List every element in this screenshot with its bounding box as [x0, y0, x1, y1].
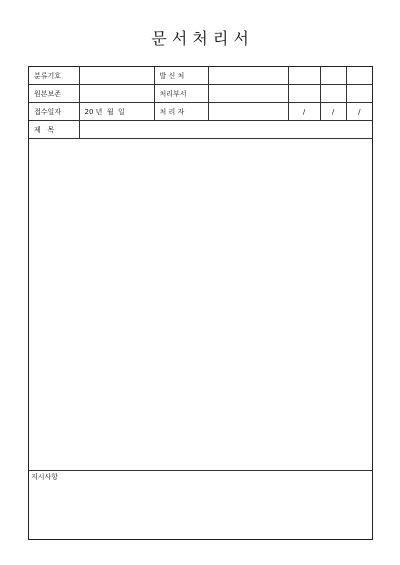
sender-label: 발 신 처	[154, 67, 208, 85]
approval-cell-2[interactable]	[320, 67, 346, 85]
header-table	[29, 67, 372, 139]
classification-field[interactable]	[79, 67, 154, 85]
preservation-label: 원본보존	[29, 85, 79, 103]
document-body-area[interactable]	[29, 170, 372, 470]
document-title: 문 서 처 리 서	[151, 29, 249, 48]
approval-cell-3[interactable]	[346, 67, 372, 85]
received-date[interactable]: 20 년 월 일	[79, 103, 154, 121]
handler-date-slash-2: /	[320, 103, 346, 121]
instructions-label: 지시사항	[31, 473, 59, 481]
subject-label: 제 목	[29, 121, 79, 139]
handler-field[interactable]	[208, 103, 288, 121]
subject-field[interactable]	[79, 121, 372, 139]
approval-cell-6[interactable]	[346, 85, 372, 103]
instructions-section[interactable]	[29, 470, 372, 540]
dept-label: 처리부서	[154, 85, 208, 103]
sender-field[interactable]	[208, 67, 288, 85]
approval-cell-4[interactable]	[288, 85, 320, 103]
handler-date-slash-3: /	[346, 103, 372, 121]
document-form	[28, 66, 373, 540]
classification-label: 분류기호	[29, 67, 79, 85]
received-label: 접수일자	[29, 103, 79, 121]
handler-label: 처 리 자	[154, 103, 208, 121]
approval-cell-1[interactable]	[288, 67, 320, 85]
handler-date-slash-1: /	[288, 103, 320, 121]
preservation-field[interactable]	[79, 85, 154, 103]
dept-field[interactable]	[208, 85, 288, 103]
approval-cell-5[interactable]	[320, 85, 346, 103]
